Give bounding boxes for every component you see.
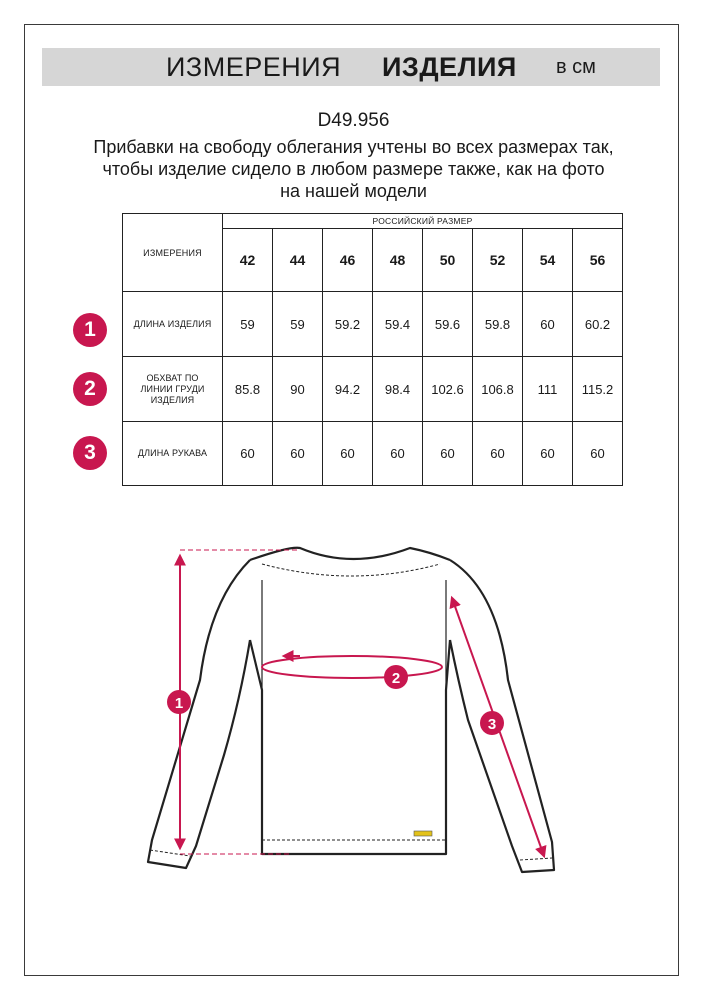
fit-note-line: чтобы изделие сидело в любом размере также, как на фото: [102, 159, 605, 179]
size-header: 56: [573, 229, 623, 292]
table-cell: 106.8: [473, 357, 523, 422]
table-cell: 60: [223, 422, 273, 486]
row-number-badge: 1: [73, 313, 107, 347]
marker-3-label: 3: [487, 716, 497, 733]
size-header: 52: [473, 229, 523, 292]
row-label: ДЛИНА РУКАВА: [123, 422, 223, 486]
title-item: ИЗДЕЛИЯ: [382, 52, 517, 82]
table-cell: 60: [273, 422, 323, 486]
cuff-stitch-left: [150, 850, 190, 856]
body-sides: [250, 640, 450, 854]
table-cell: 59.6: [423, 292, 473, 357]
right-sleeve: [450, 560, 554, 872]
size-header: 50: [423, 229, 473, 292]
table-cell: 94.2: [323, 357, 373, 422]
table-cell: 60: [373, 422, 423, 486]
table-cell: 60: [473, 422, 523, 486]
table-cell: 111: [523, 357, 573, 422]
measure-header: ИЗМЕРЕНИЯ: [123, 214, 223, 292]
marker-1-label: 1: [174, 695, 184, 712]
table-cell: 115.2: [573, 357, 623, 422]
sleeve-measure: [452, 598, 544, 856]
size-header: 48: [373, 229, 423, 292]
table-cell: 85.8: [223, 357, 273, 422]
table-cell: 60: [423, 422, 473, 486]
table-cell: 59: [273, 292, 323, 357]
table-cell: 60: [523, 292, 573, 357]
size-group-header: РОССИЙСКИЙ РАЗМЕР: [223, 214, 623, 229]
size-header: 42: [223, 229, 273, 292]
row-label-line: ЛИНИИ ГРУДИ: [140, 383, 205, 394]
neck-stitch: [262, 564, 440, 576]
row-label-line: ИЗДЕЛИЯ: [150, 394, 195, 405]
table-cell: 59.8: [473, 292, 523, 357]
row-label-line: ОБХВАТ ПО: [146, 372, 199, 383]
size-header: 46: [323, 229, 373, 292]
table-cell: 60: [523, 422, 573, 486]
sweater-outline: [148, 548, 554, 872]
chest-measure: [262, 656, 442, 689]
table-cell: 60.2: [573, 292, 623, 357]
fit-note-line: на нашей модели: [280, 181, 427, 201]
size-header: 44: [273, 229, 323, 292]
table-cell: 59: [223, 292, 273, 357]
row-label: ДЛИНА ИЗДЕЛИЯ: [123, 292, 223, 357]
marker-2-label: 2: [391, 670, 401, 687]
article-number: D49.956: [317, 110, 390, 131]
table-cell: 102.6: [423, 357, 473, 422]
table-cell: 59.2: [323, 292, 373, 357]
row-number-badge: 2: [73, 372, 107, 406]
table-cell: 60: [323, 422, 373, 486]
length-measure: [167, 550, 300, 854]
row-number-badge: 3: [73, 436, 107, 470]
table-cell: 90: [273, 357, 323, 422]
table-cell: 60: [573, 422, 623, 486]
label-tag-icon: [414, 831, 432, 836]
table-cell: 59.4: [373, 292, 423, 357]
title-measurements: ИЗМЕРЕНИЯ: [166, 52, 342, 82]
chest-ellipse: [262, 656, 442, 678]
left-sleeve: [148, 560, 250, 868]
cuff-stitch-right: [520, 858, 552, 860]
table-cell: 98.4: [373, 357, 423, 422]
size-header: 54: [523, 229, 573, 292]
title-unit: в см: [556, 56, 596, 78]
fit-note-line: Прибавки на свободу облегания учтены во всех размерах так,: [93, 137, 614, 157]
